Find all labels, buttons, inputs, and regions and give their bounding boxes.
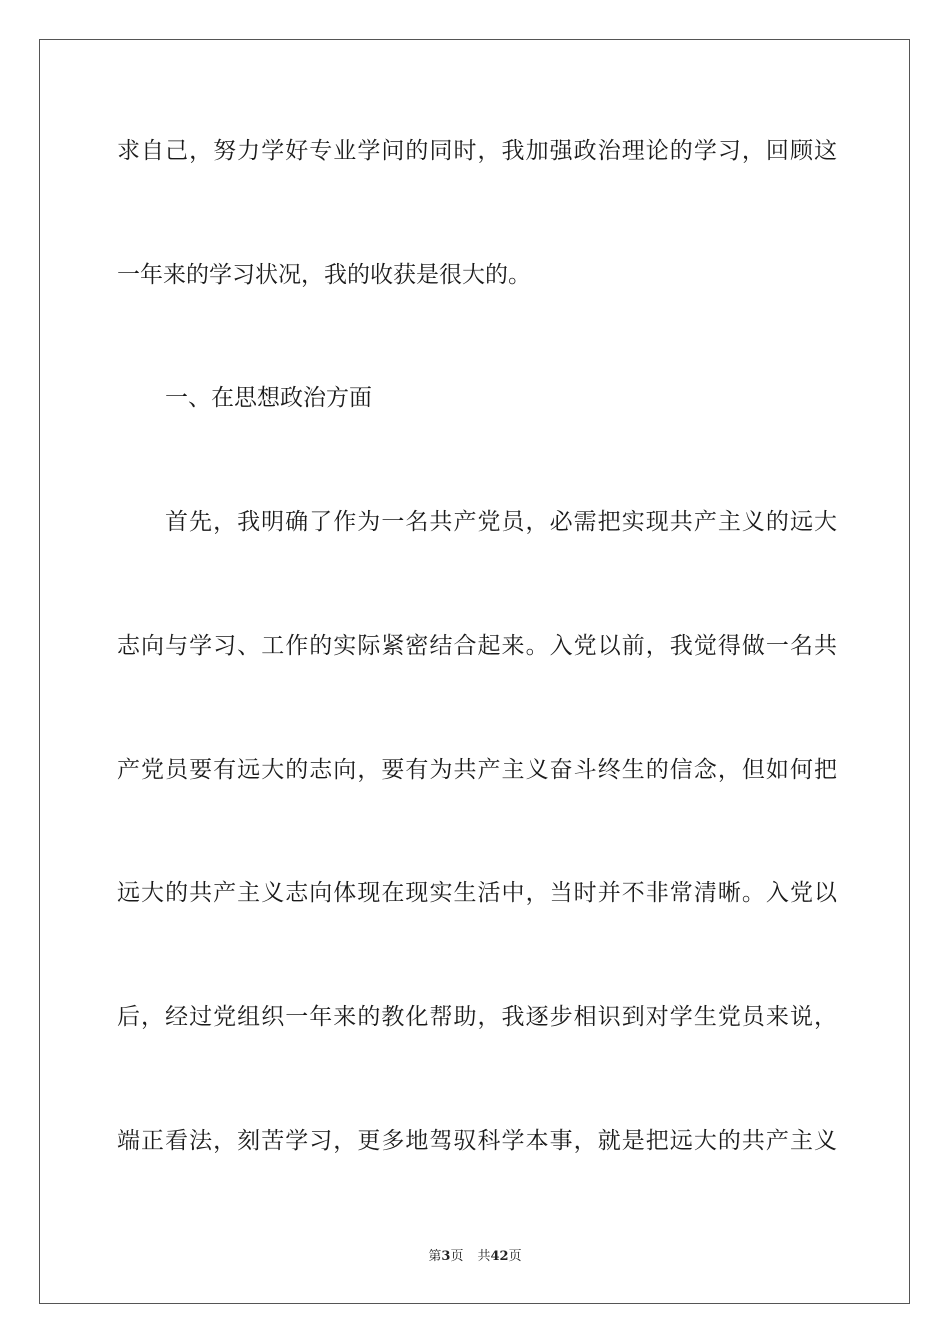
page-footer (0, 1249, 950, 1265)
footer-page-suffix: 页 (450, 1249, 464, 1264)
footer-total-suffix: 页 (508, 1249, 522, 1264)
paragraph-line-2: 一年来的学习状况，我的收获是很大的。 (117, 262, 531, 288)
page-border (39, 39, 910, 1304)
paragraph-line-6: 远大的共产主义志向体现在现实生活中，当时并不非常清晰。入党以 (117, 880, 837, 906)
paragraph-line-5: 产党员要有远大的志向，要有为共产主义奋斗终生的信念，但如何把 (117, 757, 837, 783)
footer-page-prefix: 第 (428, 1249, 442, 1264)
paragraph-line-7: 后，经过党组织一年来的教化帮助，我逐步相识到对学生党员来说， (117, 1004, 837, 1030)
paragraph-line-3: 首先，我明确了作为一名共产党员，必需把实现共产主义的远大 (165, 509, 837, 535)
paragraph-line-1: 求自己，努力学好专业学问的同时，我加强政治理论的学习，回顾这 (117, 138, 837, 164)
footer-total-prefix: 共 (477, 1249, 491, 1264)
footer-page-number: 3 (441, 1249, 451, 1264)
footer-total-pages: 42 (490, 1249, 509, 1264)
paragraph-line-4: 志向与学习、工作的实际紧密结合起来。入党以前，我觉得做一名共 (117, 633, 837, 659)
section-heading: 一、在思想政治方面 (165, 385, 372, 411)
paragraph-line-8: 端正看法，刻苦学习，更多地驾驭科学本事，就是把远大的共产主义 (117, 1128, 837, 1154)
